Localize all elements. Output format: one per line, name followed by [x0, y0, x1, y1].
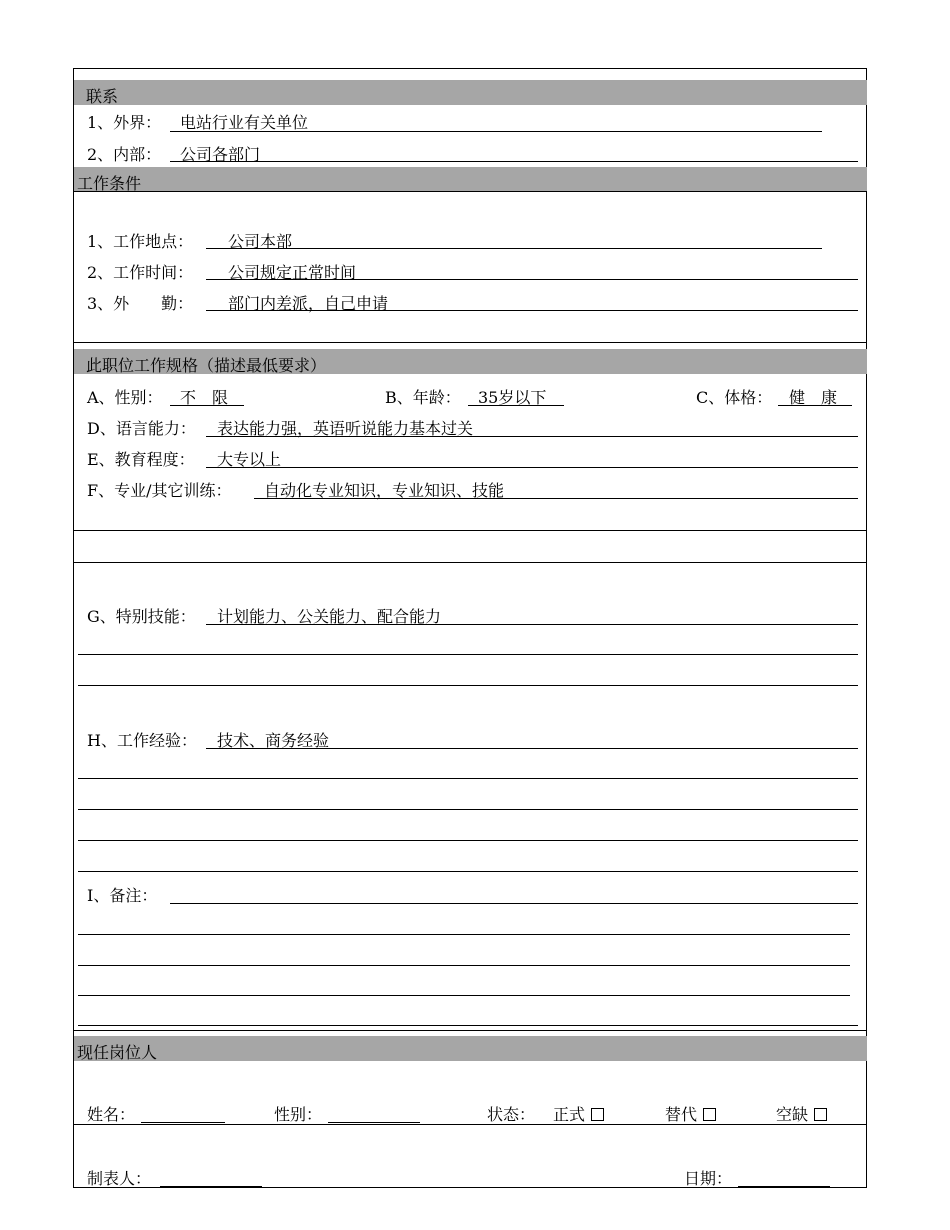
experience-underline	[206, 748, 858, 749]
status-vacant-label: 空缺	[776, 1105, 809, 1124]
training-underline	[254, 498, 858, 499]
status-formal-label: 正式	[553, 1105, 586, 1124]
divider	[74, 1124, 867, 1125]
section-header-contact	[74, 80, 867, 105]
gender-label: A、性别：	[87, 388, 163, 407]
internal-underline	[170, 161, 858, 162]
blank-line	[78, 995, 850, 996]
preparer-underline[interactable]	[160, 1186, 262, 1187]
blank-line	[78, 778, 858, 779]
remarks-underline	[170, 903, 858, 904]
blank-line	[78, 934, 850, 935]
training-label: F、专业/其它训练：	[87, 481, 232, 500]
experience-value: 技术、商务经验	[217, 731, 330, 750]
travel-underline	[206, 310, 858, 311]
internal-value: 公司各部门	[180, 145, 261, 164]
status-acting[interactable]	[665, 1106, 716, 1124]
language-value: 表达能力强，英语听说能力基本过关	[217, 419, 474, 438]
education-label: E、教育程度：	[87, 450, 195, 469]
date-label: 日期：	[684, 1169, 733, 1188]
status-formal[interactable]	[553, 1106, 604, 1124]
divider	[74, 530, 867, 531]
section-title: 此职位工作规格（描述最低要求）	[86, 356, 327, 375]
divider	[74, 342, 867, 343]
external-underline	[170, 131, 822, 132]
time-value: 公司规定正常时间	[228, 263, 357, 282]
physique-underline	[778, 405, 852, 406]
status-acting-label: 替代	[665, 1105, 698, 1124]
location-underline	[206, 248, 822, 249]
divider	[74, 562, 867, 563]
checkbox-icon[interactable]	[591, 1108, 604, 1121]
gender-underline	[170, 405, 244, 406]
skills-label: G、特别技能：	[87, 607, 196, 626]
blank-line	[78, 1025, 858, 1026]
checkbox-icon[interactable]	[703, 1108, 716, 1121]
incumbent-gender-underline[interactable]	[328, 1122, 420, 1123]
location-label: 1、工作地点：	[87, 232, 194, 251]
time-underline	[206, 279, 858, 280]
section-header-incumbent	[74, 1036, 867, 1061]
skills-value: 计划能力、公关能力、配合能力	[217, 607, 442, 626]
location-value: 公司本部	[228, 232, 293, 251]
section-header-spec	[74, 349, 867, 374]
checkbox-icon[interactable]	[814, 1108, 827, 1121]
section-title: 工作条件	[77, 174, 142, 193]
skills-underline	[206, 624, 858, 625]
blank-line	[78, 840, 858, 841]
divider	[74, 191, 867, 192]
gender-value: 不 限	[180, 388, 229, 407]
blank-line	[78, 685, 858, 686]
section-title: 现任岗位人	[77, 1043, 158, 1062]
external-label: 1、外界：	[87, 113, 162, 132]
name-label: 姓名：	[87, 1105, 136, 1124]
date-underline[interactable]	[738, 1186, 830, 1187]
age-value: 35岁以下	[478, 388, 547, 407]
status-vacant[interactable]	[776, 1106, 827, 1124]
incumbent-gender-label: 性别：	[274, 1105, 323, 1124]
physique-value: 健 康	[789, 388, 838, 407]
education-underline	[206, 467, 858, 468]
divider	[74, 1030, 867, 1031]
status-label: 状态：	[487, 1105, 536, 1124]
language-label: D、语言能力：	[87, 419, 196, 438]
name-underline[interactable]	[141, 1122, 225, 1123]
section-header-conditions	[74, 167, 867, 192]
travel-label: 3、外 勤：	[87, 294, 194, 313]
blank-line	[78, 654, 858, 655]
travel-value: 部门内差派，自己申请	[228, 294, 389, 313]
external-value: 电站行业有关单位	[180, 113, 309, 132]
blank-line	[78, 809, 858, 810]
experience-label: H、工作经验：	[87, 731, 197, 750]
preparer-label: 制表人：	[87, 1169, 152, 1188]
age-label: B、年龄：	[385, 388, 461, 407]
language-underline	[206, 436, 858, 437]
remarks-label: I、备注：	[87, 886, 158, 905]
time-label: 2、工作时间：	[87, 263, 194, 282]
training-value: 自动化专业知识，专业知识、技能	[264, 481, 505, 500]
section-title: 联系	[86, 87, 119, 106]
physique-label: C、体格：	[696, 388, 773, 407]
internal-label: 2、内部：	[87, 145, 162, 164]
blank-line	[78, 871, 858, 872]
age-underline	[468, 405, 564, 406]
blank-line	[78, 965, 850, 966]
education-value: 大专以上	[217, 450, 282, 469]
